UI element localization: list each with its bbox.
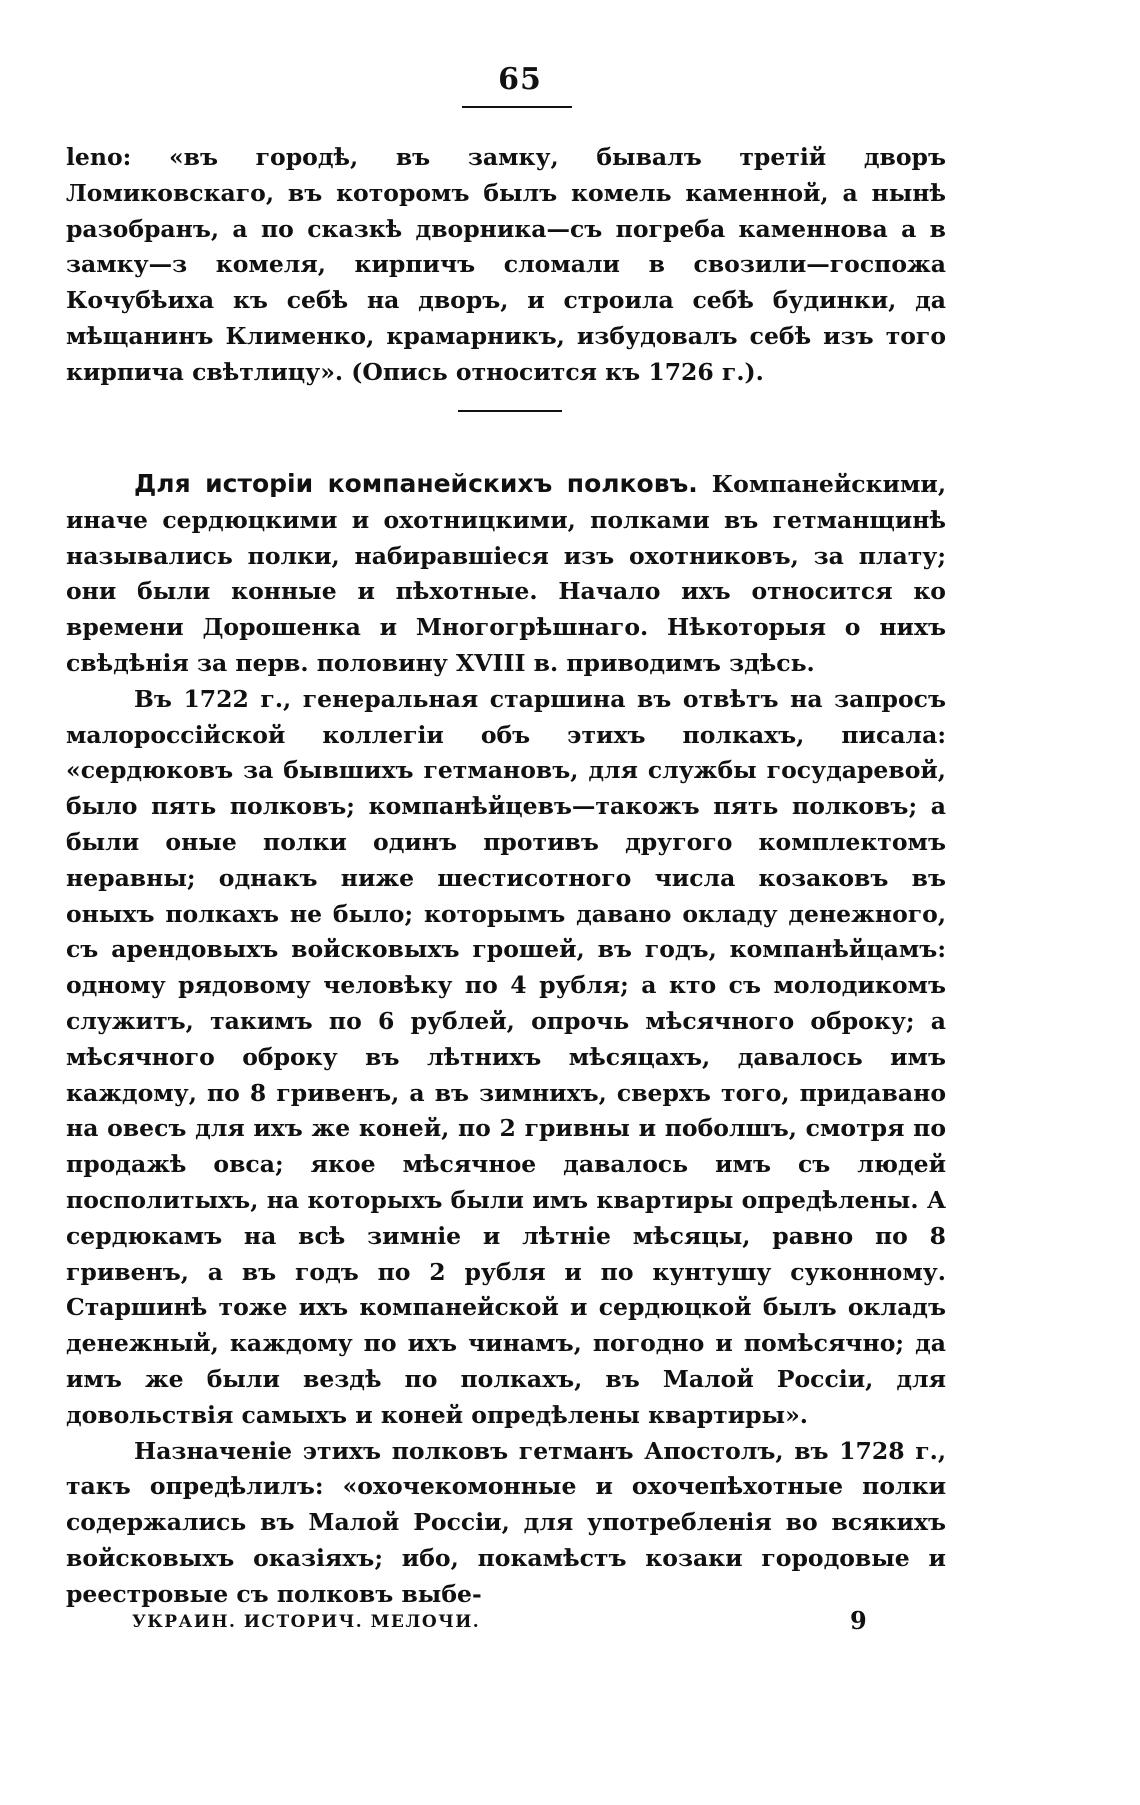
section-intro-text: Компанейскими, иначе сердюцкими и охотницкими, полками въ гетманщинѣ назывались полки, набиравшіеся изъ охотниковъ, за плату; они были конные и пѣхотные. Начало ихъ относится ко времени Дорошенка и Многогрѣшнаго. Нѣкоторыя о нихъ свѣдѣнія за перв. половину XVIII в. приводимъ здѣсь. xyxy=(66,470,946,677)
continued-paragraph: leno: «въ городѣ, въ замку, бывалъ третій дворъ Ломиковскаго, въ которомъ былъ комель каменной, а нынѣ разобранъ, а по сказкѣ дворника—съ погреба каменнова а в замку—з комеля, кирпичъ сломали в свозили—госпожа Кочубѣиха къ себѣ на дворъ, и строила себѣ будинки, да мѣщанинъ Клименко, крамарникъ, избудовалъ себѣ изъ того кирпича свѣтлицу». (Опись относится къ 1726 г.). xyxy=(66,143,946,386)
section-divider xyxy=(458,410,562,412)
section-title: Для исторіи компанейскихъ полковъ. xyxy=(134,469,698,498)
footer-running-title: УКРАИН. ИСТОРИЧ. МЕЛОЧИ. xyxy=(132,1612,481,1632)
body-paragraph-3: Назначеніе этихъ полковъ гетманъ Апостолъ, въ 1728 г., такъ опредѣлилъ: «охочекомонные и охочепѣхотные полки содержались въ Малой Россіи, для употребленія во всякихъ войсковыхъ оказіяхъ; ибо, покамѣстъ козаки городовые и реестровые съ полковъ выбе- xyxy=(66,1436,946,1608)
first-text-block xyxy=(66,140,946,391)
footer-signature-mark: 9 xyxy=(850,1606,867,1635)
body-paragraph-2: Въ 1722 г., генеральная старшина въ отвѣтъ на запросъ малороссійской коллегіи объ этихъ полкахъ, писала: «сердюковъ за бывшихъ гетмановъ, для службы государевой, было пять полковъ; компанѣйцевъ—такожъ пять полковъ; а были оные полки одинъ противъ другого комплектомъ неравны; однакъ ниже шестисотного числа козаковъ въ оныхъ полкахъ не было; которымъ давано окладу денежного, съ арендовыхъ войсковыхъ грошей, въ годъ, компанѣйцамъ: одному рядовому человѣку по 4 рубля; а кто съ молодикомъ служитъ, такимъ по 6 рублей, опрочь мѣсячного оброку; а мѣсячного оброку въ лѣтнихъ мѣсяцахъ, давалось имъ каждому, по 8 гривенъ, а въ зимнихъ, сверхъ того, придавано на овесъ для ихъ же коней, по 2 гривны и поболшъ, смотря по продажѣ овса; якое мѣсячное давалось имъ съ людей посполитыхъ, на которыхъ были имъ квартиры опредѣлены. А сердюкамъ на всѣ зимніе и лѣтніе мѣсяцы, равно по 8 гривенъ, а въ годъ по 2 рубля и по кунтушу суконному. Старшинѣ тоже ихъ компанейской и сердюцкой былъ окладъ денежный, каждому по ихъ чинамъ, погодно и помѣсячно; да имъ же были вездѣ по полкахъ, въ Малой Россіи, для довольствія самыхъ и коней опредѣлены квартиры». xyxy=(66,684,946,1429)
page-number-rule xyxy=(462,106,572,108)
page-number: 65 xyxy=(498,62,542,97)
section-text-block xyxy=(66,466,946,1613)
section-intro-paragraph xyxy=(66,466,946,682)
